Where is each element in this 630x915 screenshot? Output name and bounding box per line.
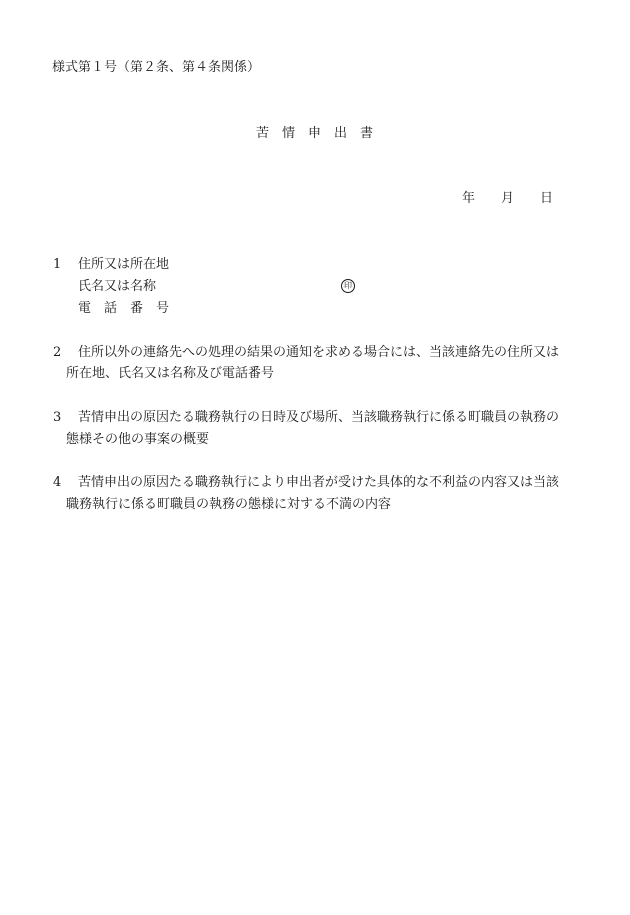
item-text-line: 態様その他の事案の概要 [66, 432, 210, 447]
name-label: 氏名又は名称 [78, 279, 157, 294]
phone-label: 電 話 番 号 [78, 301, 170, 316]
address-label: 住所又は所在地 [78, 257, 170, 272]
document-title: 苦 情 申 出 書 [256, 126, 374, 141]
item-number: 2 [53, 345, 62, 360]
date-line: 年 月 日 [462, 191, 554, 206]
item-text-line: 住所以外の連絡先への処理の結果の通知を求める場合には、当該連絡先の住所又は [78, 345, 560, 360]
item-text-line: 苦情申出の原因たる職務執行の日時及び場所、当該職務執行に係る町職員の執務の [78, 410, 560, 425]
item-text-line: 苦情申出の原因たる職務執行により申出者が受けた具体的な不利益の内容又は当該 [78, 475, 560, 490]
seal-mark: 印 [341, 279, 355, 293]
item-number: 3 [53, 410, 62, 425]
item-number: 1 [53, 257, 62, 272]
item-number: 4 [53, 475, 62, 490]
item-text-line: 職務執行に係る町職員の執務の態様に対する不満の内容 [66, 497, 392, 512]
form-number: 様式第１号（第２条、第４条関係） [52, 60, 261, 75]
item-text-line: 所在地、氏名又は名称及び電話番号 [66, 366, 275, 381]
